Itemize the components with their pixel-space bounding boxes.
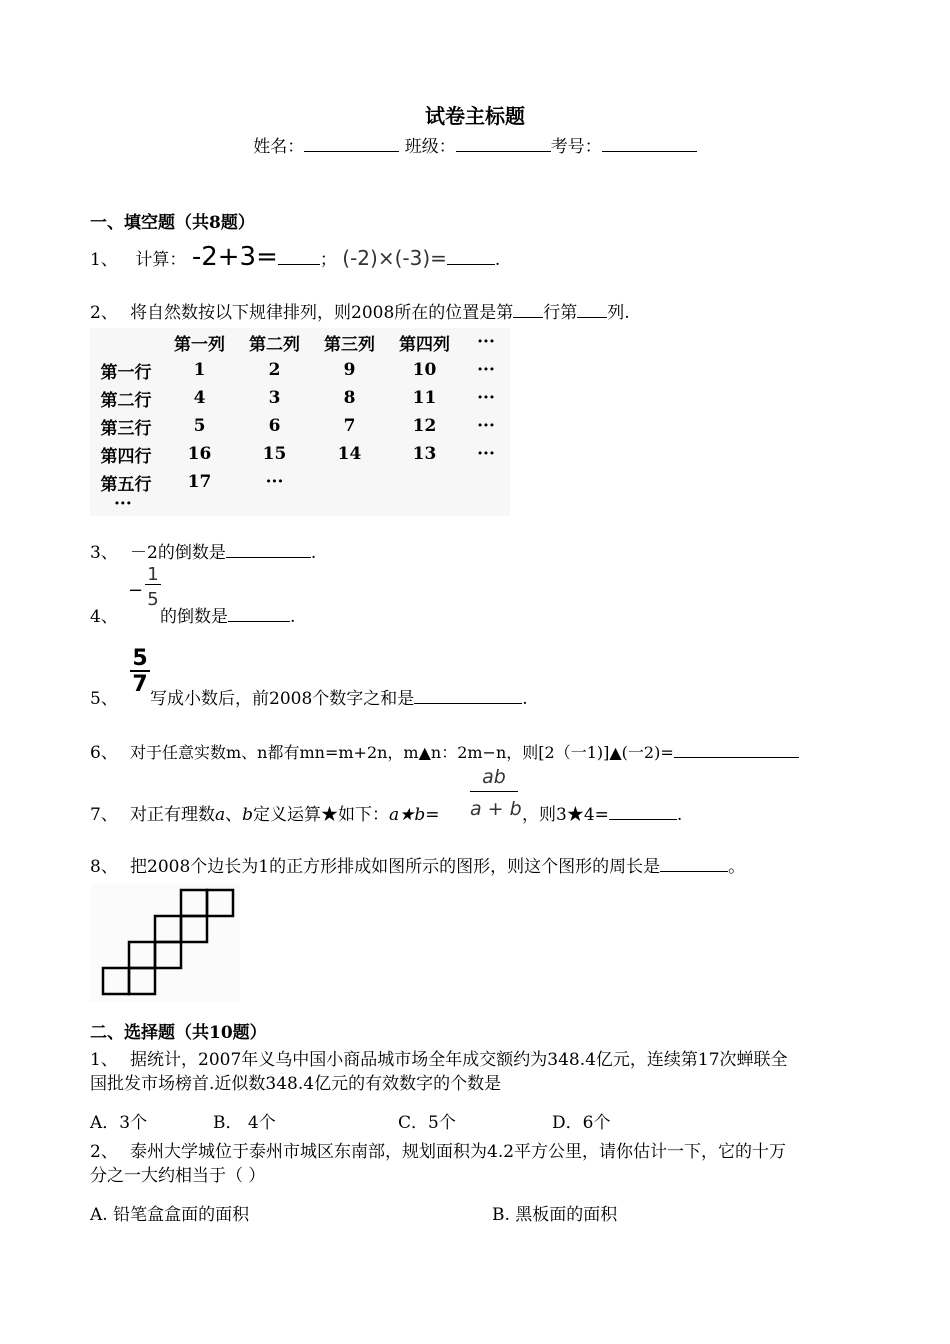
option-b[interactable]: B． 4个 — [213, 1113, 276, 1133]
option-a[interactable]: A. 铅笔盒盒面的面积 — [90, 1205, 250, 1225]
question-number: 1、 — [90, 250, 118, 270]
option-c[interactable]: C．5个 — [398, 1113, 456, 1133]
question-text: 把2008个边长为1的正方形排成如图所示的图形，则这个图形的周长是 — [130, 857, 661, 877]
table-cell — [312, 468, 387, 496]
table-cell: 第四行 — [100, 446, 152, 467]
variable-b: b — [242, 805, 254, 825]
minus-sign: − — [128, 580, 144, 601]
table-cell: ··· — [265, 472, 284, 492]
question-text: 列. — [607, 303, 630, 323]
question-1-1 — [90, 240, 500, 274]
answer-blank[interactable] — [228, 607, 290, 622]
table-cell: 3 — [268, 388, 281, 408]
table-cell — [387, 468, 462, 496]
question-2-1 — [90, 1048, 788, 1096]
question-text: 将自然数按以下规律排列，则2008所在的位置是第 — [130, 303, 514, 323]
table-header-row — [90, 328, 510, 356]
staircase-squares-figure — [90, 884, 240, 1002]
option-d[interactable]: D．6个 — [552, 1113, 611, 1133]
row-blank[interactable] — [513, 303, 543, 318]
table-cell: 第一行 — [100, 362, 152, 383]
math-expression: (-2)×(-3)= — [342, 246, 447, 270]
question-text: 泰州大学城位于泰州市城区东南部，规划面积为4.2平方公里，请你估计一下，它的十万 — [130, 1142, 787, 1162]
table-cell — [462, 468, 510, 496]
table-cell: ··· — [477, 360, 495, 380]
table-cell: 7 — [343, 416, 356, 436]
table-header-cell — [90, 328, 162, 356]
table-cell: 4 — [193, 388, 206, 408]
table-header-cell: 第二列 — [249, 334, 300, 355]
table-cell: 17 — [187, 472, 212, 492]
number-arrangement-table — [90, 328, 510, 496]
question-text: 国批发市场榜首.近似数348.4亿元的有效数字的个数是 — [90, 1074, 502, 1094]
separator: ； — [319, 250, 337, 270]
table-cell: 13 — [412, 444, 437, 464]
answer-blank[interactable] — [226, 543, 311, 558]
table-cell: 5 — [193, 416, 206, 436]
table-cell: ··· — [477, 388, 495, 408]
denominator: 7 — [132, 672, 148, 697]
table-cell: 15 — [262, 444, 287, 464]
table-cell: 10 — [412, 360, 437, 380]
period: . — [494, 250, 501, 270]
math-expression: -2+3= — [191, 242, 278, 272]
table-cell: 9 — [343, 360, 356, 380]
question-text: 的倒数是 . — [160, 607, 296, 627]
name-blank[interactable] — [304, 137, 399, 152]
answer-blank[interactable] — [447, 250, 495, 265]
question-number: 5、 — [90, 689, 118, 709]
fraction — [145, 566, 161, 609]
table-row — [90, 440, 510, 468]
table-row — [90, 412, 510, 440]
period: . — [310, 543, 317, 563]
question-1-2 — [90, 298, 630, 323]
period: 。 — [728, 857, 746, 877]
option-b[interactable]: B. 黑板面的面积 — [492, 1205, 618, 1225]
student-info-line — [0, 132, 950, 157]
question-number: 2、 — [90, 303, 118, 323]
table-header-cell: 第三列 — [324, 334, 375, 355]
question-text: 对正有理数a、b定义运算★如下：a★b= — [130, 805, 440, 825]
question-text: 对于任意实数m、n都有mn=m+2n，m▲n：2m−n，则[2（一1)]▲(一2)= — [130, 743, 674, 762]
question-2-2 — [90, 1140, 786, 1188]
exam-no-label: 考号： — [550, 137, 602, 157]
question-number: 3、 — [90, 543, 118, 563]
table-cell: 第二行 — [100, 390, 152, 411]
question-1-6 — [90, 738, 799, 763]
answer-blank[interactable] — [278, 250, 320, 265]
table-cell: 第五行 — [100, 474, 152, 495]
page-title: 试卷主标题 — [425, 104, 525, 128]
fraction — [130, 648, 150, 696]
table-row — [90, 356, 510, 384]
denominator: 5 — [147, 589, 159, 610]
class-label: 班级： — [404, 137, 456, 157]
question-number: 6、 — [90, 743, 118, 763]
table-row — [90, 468, 510, 496]
operation-lhs: a★b= — [389, 805, 440, 825]
question-number: 1、 — [90, 1050, 118, 1070]
table-cell: 8 — [343, 388, 356, 408]
question-text: 计算： — [135, 250, 187, 270]
table-cell: 1 — [193, 360, 206, 380]
table-header-cell: 第四列 — [399, 334, 450, 355]
name-label: 姓名： — [253, 137, 305, 157]
table-row — [90, 384, 510, 412]
answer-blank[interactable] — [609, 805, 677, 820]
question-number: 2、 — [90, 1142, 118, 1162]
question-text: －2的倒数是 — [130, 543, 226, 563]
question-text: 行第 — [543, 303, 578, 323]
answer-blank[interactable] — [660, 857, 728, 872]
question-number: 7、 — [90, 805, 118, 825]
table-cell: 16 — [187, 444, 212, 464]
table-cell: 6 — [268, 416, 281, 436]
question-text: 分之一大约相当于（ ） — [90, 1166, 266, 1186]
question-number: 8、 — [90, 857, 118, 877]
question-text: 据统计，2007年义乌中国小商品城市场全年成交额约为348.4亿元，连续第17次蝉联全 — [130, 1050, 788, 1070]
question-text: 写成小数后，前2008个数字之和是 . — [150, 689, 528, 709]
numerator: 5 — [130, 648, 150, 672]
table-cell: 11 — [412, 388, 437, 408]
table-cell: 第三行 — [100, 418, 152, 439]
fraction — [470, 768, 522, 819]
question-1-3 — [90, 538, 316, 563]
table-cell: 14 — [337, 444, 362, 464]
number-arrangement-figure — [90, 328, 510, 516]
table-header-cell: ··· — [477, 332, 495, 352]
section2-heading: 二、选择题（共10题） — [90, 1023, 267, 1043]
question-number: 4、 — [90, 607, 118, 627]
section1-heading: 一、填空题（共8题） — [90, 213, 255, 233]
variable-a: a — [215, 805, 226, 825]
table-cell: ··· — [477, 444, 495, 464]
option-a[interactable]: A．3个 — [90, 1113, 148, 1133]
exam-no-blank[interactable] — [602, 137, 697, 152]
table-cell: ··· — [477, 416, 495, 436]
answer-blank[interactable] — [674, 743, 799, 758]
question-1-8 — [90, 852, 745, 877]
answer-blank[interactable] — [414, 689, 522, 704]
numerator: ab — [470, 768, 518, 792]
denominator: a + b — [470, 798, 522, 820]
column-blank[interactable] — [577, 303, 607, 318]
table-cell: 12 — [412, 416, 437, 436]
table-continuation: ··· — [114, 494, 132, 514]
class-blank[interactable] — [456, 137, 551, 152]
numerator: 1 — [145, 566, 161, 585]
question-text: ，则3★4= . — [522, 805, 683, 825]
table-header-cell: 第一列 — [174, 334, 225, 355]
table-cell: 2 — [268, 360, 281, 380]
